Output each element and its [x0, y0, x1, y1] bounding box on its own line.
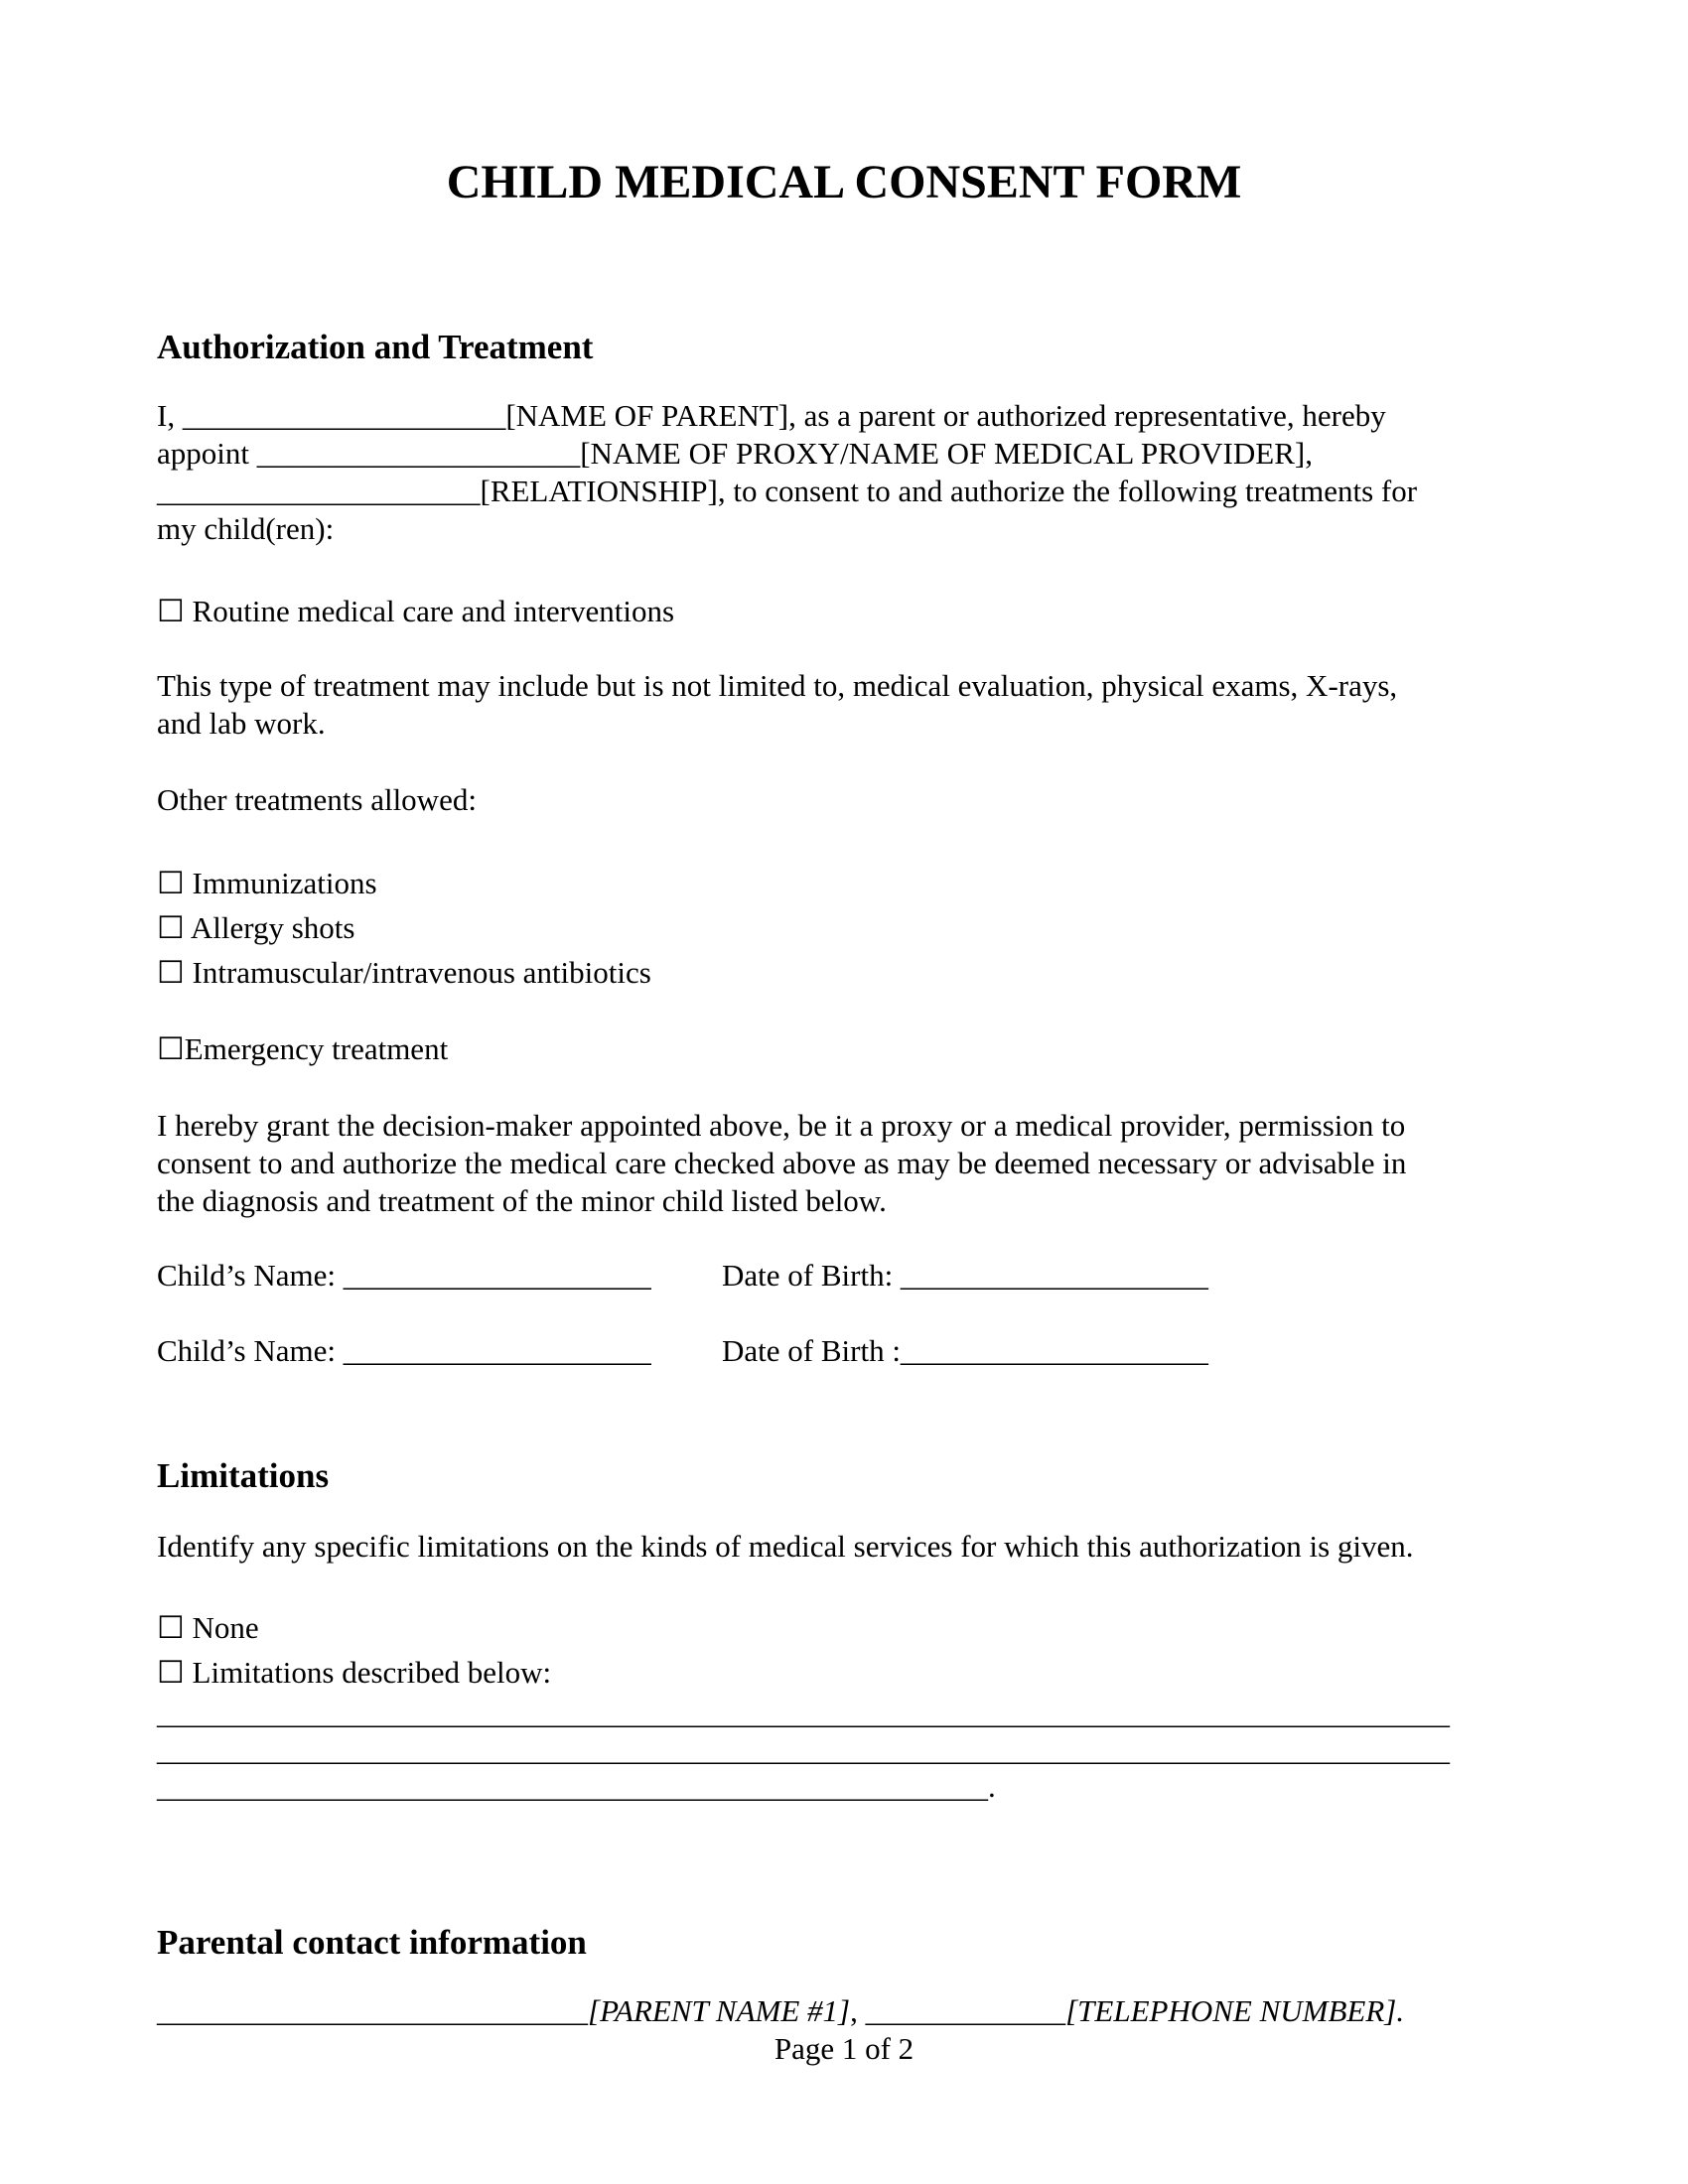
appointment-line: _____________________[RELATIONSHIP], to consent to and authorize the following treatments for	[157, 474, 1418, 508]
limitations-blank-line[interactable]: ______________________________________________________.	[157, 1769, 996, 1804]
grant-line: I hereby grant the decision-maker appointed above, be it a proxy or a medical provider, permission to	[157, 1108, 1406, 1143]
limitations-blank-line[interactable]: ____________________________________________________________________________________	[157, 1696, 1450, 1730]
checkbox-immunizations[interactable]: ☐ Immunizations	[157, 866, 377, 900]
routine-note-line: and lab work.	[157, 706, 326, 741]
parent-name-placeholder: [PARENT NAME #1]	[588, 1993, 851, 2028]
checkbox-no-limitations[interactable]: ☐ None	[157, 1610, 259, 1645]
grant-line: the diagnosis and treatment of the minor child listed below.	[157, 1183, 887, 1218]
parent-contact-line[interactable]	[157, 1992, 1404, 2030]
limitations-blank-line[interactable]: ____________________________________________________________________________________	[157, 1732, 1450, 1767]
section-heading-limitations: Limitations	[157, 1456, 330, 1495]
other-treatments-label: Other treatments allowed:	[157, 782, 477, 817]
child-dob-field[interactable]: Date of Birth :____________________	[722, 1333, 1208, 1368]
appointment-line: I, _____________________[NAME OF PARENT], as a parent or authorized representative, hereby	[157, 398, 1386, 433]
checkbox-allergy-shots[interactable]: ☐ Allergy shots	[157, 910, 355, 945]
checkbox-antibiotics[interactable]: ☐ Intramuscular/intravenous antibiotics	[157, 955, 651, 990]
appointment-paragraph	[157, 397, 1547, 548]
form-title: CHILD MEDICAL CONSENT FORM	[446, 156, 1242, 208]
routine-note-line: This type of treatment may include but is not limited to, medical evaluation, physical exams, X-rays,	[157, 668, 1398, 703]
child-name-field[interactable]: Child’s Name: ____________________	[157, 1258, 651, 1293]
contact-line-end: .	[1396, 1993, 1405, 2028]
section-heading-parental-contact: Parental contact information	[157, 1923, 587, 1962]
page-number: Page 1 of 2	[774, 2031, 914, 2066]
parent-name-blank[interactable]: ____________________________	[157, 1993, 588, 2028]
section-heading-authorization: Authorization and Treatment	[157, 328, 594, 366]
checkbox-routine-care[interactable]: ☐ Routine medical care and interventions	[157, 594, 675, 628]
contact-separator: ,	[850, 1993, 866, 2028]
limitations-description: Identify any specific limitations on the kinds of medical services for which this authorization is given.	[157, 1529, 1414, 1564]
grant-line: consent to and authorize the medical care checked above as may be deemed necessary or advisable in	[157, 1146, 1407, 1180]
appointment-line: my child(ren):	[157, 511, 335, 546]
telephone-blank[interactable]: _____________	[865, 1993, 1066, 2028]
child-name-field[interactable]: Child’s Name: ____________________	[157, 1333, 651, 1368]
grant-paragraph	[157, 1107, 1547, 1220]
checkbox-limitations-described[interactable]: ☐ Limitations described below:	[157, 1655, 552, 1690]
telephone-placeholder: [TELEPHONE NUMBER]	[1065, 1993, 1397, 2028]
child-dob-field[interactable]: Date of Birth: ____________________	[722, 1258, 1208, 1293]
checkbox-emergency-treatment[interactable]: ☐Emergency treatment	[157, 1031, 449, 1066]
routine-care-note	[157, 667, 1547, 743]
appointment-line: appoint _____________________[NAME OF PROXY/NAME OF MEDICAL PROVIDER],	[157, 436, 1313, 471]
